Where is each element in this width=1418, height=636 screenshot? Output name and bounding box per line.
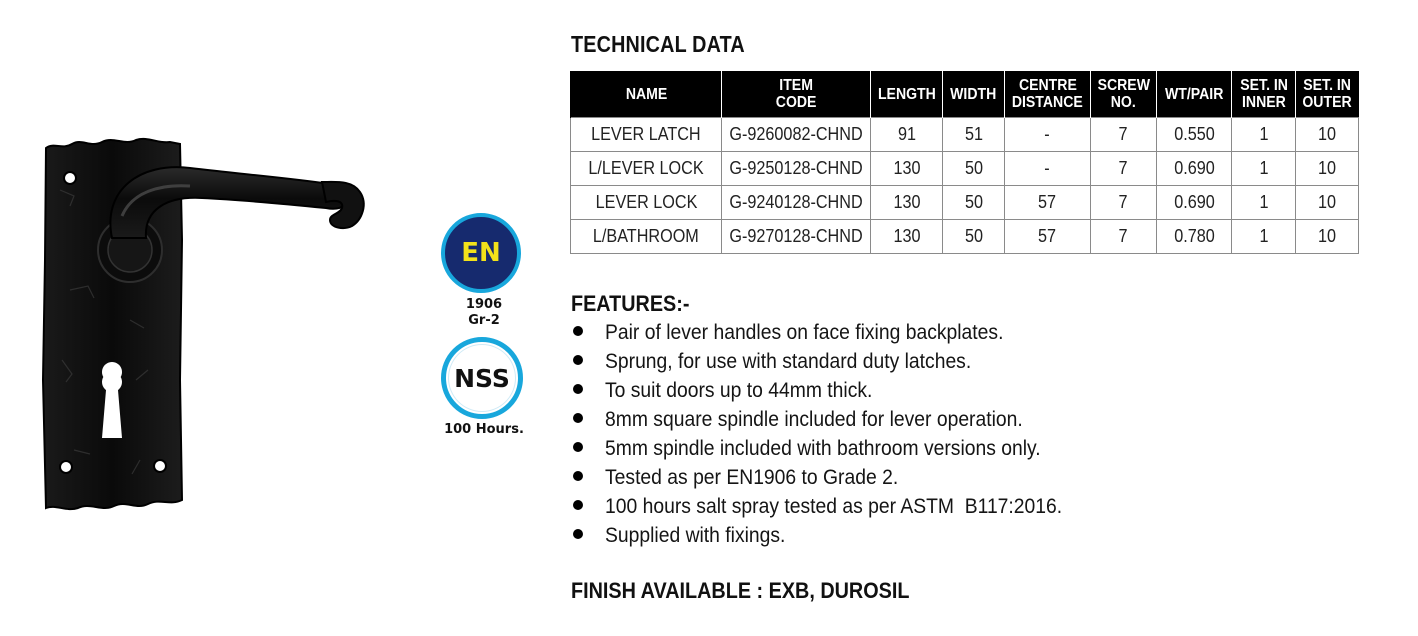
list-item: Tested as per EN1906 to Grade 2. (571, 463, 1102, 492)
lever-handle-product-image (30, 120, 400, 520)
bullet-icon (573, 355, 583, 365)
list-item: 100 hours salt spray tested as per ASTM B117:2016. (571, 492, 1102, 521)
cell-centre-distance: 57 (1005, 220, 1091, 254)
table-row (571, 152, 1359, 186)
cell-set-in-outer: 10 (1296, 152, 1359, 186)
list-item: Sprung, for use with standard duty latches. (571, 347, 1102, 376)
cell-wt-pair: 0.550 (1156, 118, 1232, 152)
list-item: To suit doors up to 44mm thick. (571, 376, 1102, 405)
bullet-icon (573, 500, 583, 510)
cell-width: 50 (943, 220, 1005, 254)
cell-set-in-inner: 1 (1232, 186, 1296, 220)
technical-data-table (570, 71, 1359, 254)
header-set-in-inner: SET. IN INNER (1232, 71, 1296, 118)
nss-badge-label: NSS (454, 363, 510, 393)
cell-set-in-outer: 10 (1296, 186, 1359, 220)
en-badge-label: EN (461, 238, 501, 268)
cell-screw-no: 7 (1090, 186, 1156, 220)
cell-screw-no: 7 (1090, 152, 1156, 186)
cell-length: 130 (871, 220, 943, 254)
features-list (571, 318, 1102, 550)
cell-set-in-inner: 1 (1232, 152, 1296, 186)
header-screw-no: SCREW NO. (1090, 71, 1156, 118)
cell-set-in-inner: 1 (1232, 220, 1296, 254)
header-item-code: ITEM CODE (722, 71, 871, 118)
table-row (571, 118, 1359, 152)
cell-name: L/LEVER LOCK (571, 152, 722, 186)
bullet-icon (573, 326, 583, 336)
cell-length: 130 (871, 152, 943, 186)
cell-centre-distance: 57 (1005, 186, 1091, 220)
bullet-icon (573, 384, 583, 394)
cell-screw-no: 7 (1090, 220, 1156, 254)
cell-item-code: G-9270128-CHND (722, 220, 871, 254)
cell-item-code: G-9250128-CHND (722, 152, 871, 186)
en-certification-badge (441, 213, 521, 293)
table-row (571, 220, 1359, 254)
table-row (571, 186, 1359, 220)
cell-width: 50 (943, 186, 1005, 220)
finish-available: FINISH AVAILABLE : EXB, DUROSIL (571, 578, 910, 603)
cell-name: LEVER LATCH (571, 118, 722, 152)
en-badge-caption (434, 297, 534, 329)
header-centre-distance: CENTRE DISTANCE (1005, 71, 1091, 118)
list-item: Supplied with fixings. (571, 521, 1102, 550)
cell-item-code: G-9240128-CHND (722, 186, 871, 220)
features-title: FEATURES:- (571, 291, 690, 316)
cell-set-in-inner: 1 (1232, 118, 1296, 152)
cell-length: 130 (871, 186, 943, 220)
cell-centre-distance: - (1005, 152, 1091, 186)
list-item: 5mm spindle included with bathroom versions only. (571, 434, 1102, 463)
list-item: 8mm square spindle included for lever operation. (571, 405, 1102, 434)
en-standard-number: 1906 (465, 297, 503, 312)
bullet-icon (573, 529, 583, 539)
technical-data-title: TECHNICAL DATA (571, 31, 745, 57)
header-set-in-outer: SET. IN OUTER (1296, 71, 1359, 118)
cell-width: 50 (943, 152, 1005, 186)
cell-set-in-outer: 10 (1296, 220, 1359, 254)
bullet-icon (573, 471, 583, 481)
cell-centre-distance: - (1005, 118, 1091, 152)
header-wt-pair: WT/PAIR (1156, 71, 1232, 118)
table-header-row (571, 71, 1359, 118)
bullet-icon (573, 442, 583, 452)
bullet-icon (573, 413, 583, 423)
cell-set-in-outer: 10 (1296, 118, 1359, 152)
cell-name: L/BATHROOM (571, 220, 722, 254)
cell-wt-pair: 0.690 (1156, 152, 1232, 186)
cell-wt-pair: 0.780 (1156, 220, 1232, 254)
en-grade: Gr-2 (468, 313, 500, 328)
cell-length: 91 (871, 118, 943, 152)
header-width: WIDTH (943, 71, 1005, 118)
cell-item-code: G-9260082-CHND (722, 118, 871, 152)
cell-wt-pair: 0.690 (1156, 186, 1232, 220)
cell-screw-no: 7 (1090, 118, 1156, 152)
cell-name: LEVER LOCK (571, 186, 722, 220)
header-length: LENGTH (871, 71, 943, 118)
cell-width: 51 (943, 118, 1005, 152)
nss-badge-caption: 100 Hours. (444, 422, 524, 437)
nss-certification-badge (441, 337, 523, 419)
header-name: NAME (571, 71, 722, 118)
list-item: Pair of lever handles on face fixing backplates. (571, 318, 1102, 347)
